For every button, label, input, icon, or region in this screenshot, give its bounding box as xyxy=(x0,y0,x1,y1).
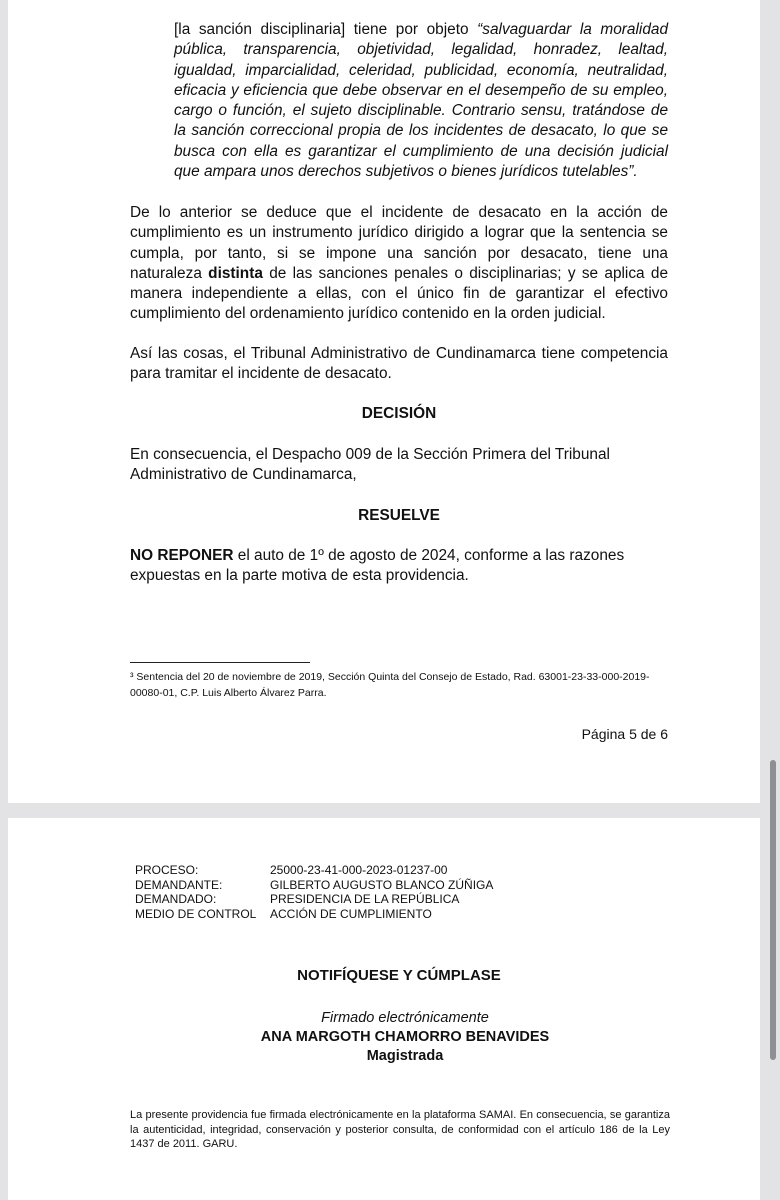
paragraph-desacato xyxy=(130,203,668,325)
paragraph-desacato-bold: distinta xyxy=(208,264,263,282)
case-labels xyxy=(135,863,256,921)
page-number: Página 5 de 6 xyxy=(581,726,668,742)
legal-note: La presente providencia fue firmada electrónicamente en la plataforma SAMAI. En consecuencia, se garantiza la autenticidad, integridad, conservación y posterior consulta, de conformidad con el artículo 186 de la Ley 1437 de 2011. GARU. xyxy=(130,1109,670,1150)
label-proceso: PROCESO: xyxy=(135,863,199,877)
no-reponer-bold: NO REPONER xyxy=(130,547,234,564)
paragraph-desacato-part2: de las sanciones penales o disciplinarias; y se aplica de manera independiente a ellas, con el único fin de garantizar el efectivo cumplimiento del ordenamiento jurídico contenido en la orden judicial. xyxy=(130,264,668,323)
scrollbar-thumb[interactable] xyxy=(770,760,776,1060)
signer-name: ANA MARGOTH CHAMORRO BENAVIDES xyxy=(260,1029,550,1045)
value-medio-de-control: ACCIÓN DE CUMPLIMIENTO xyxy=(270,906,432,921)
value-demandante: GILBERTO AUGUSTO BLANCO ZÚÑIGA xyxy=(270,877,494,892)
paragraph-desacato-part1: De lo anterior se deduce que el incidente de desacato en la acción de cumplimiento es un instrumento jurídico dirigido a lograr que la sentencia se cumpla, por tanto, si se impone una sanción por desacato, tiene una naturaleza xyxy=(130,204,668,282)
paragraph-consecuencia: En consecuencia, el Despacho 009 de la Sección Primera del Tribunal Administrativo de Cundinamarca, xyxy=(130,446,610,484)
document-page-6 xyxy=(8,818,760,1200)
no-reponer-rest: el auto de 1º de agosto de 2024, conforme a las razones expuestas en la parte motiva de esta providencia. xyxy=(130,547,625,585)
paragraph-competencia: Así las cosas, el Tribunal Administrativo de Cundinamarca tiene competencia para tramitar el incidente de desacato. xyxy=(130,345,668,383)
label-demandante: DEMANDANTE: xyxy=(135,877,223,892)
quote-text: “salvaguardar la moralidad pública, transparencia, objetividad, legalidad, honradez, lealtad, igualdad, imparcialidad, celeridad, publicidad, economía, neutralidad, eficacia y eficiencia que debe observar en el desempeño de su empleo, cargo o función, el sujeto disciplinable. Contrario sensu, tratándose de la sanción correccional propia de los incidentes de desacato, lo que se busca con ella es garantizar el cumplimiento de una decisión judicial que ampara unos derechos subjetivos o bienes jurídicos tutelables”. xyxy=(174,21,669,181)
footnote: ³ Sentencia del 20 de noviembre de 2019, Sección Quinta del Consejo de Estado, Rad. 63001-23-33-000-2019-00080-01, C.P. Luis Alberto Álvarez Parra. xyxy=(130,671,650,699)
case-values xyxy=(270,863,493,921)
footnote-divider xyxy=(130,662,310,663)
notify-heading: NOTIFÍQUESE Y CÚMPLASE xyxy=(297,967,501,984)
signed-electronically: Firmado electrónicamente xyxy=(321,1010,489,1026)
value-proceso: 25000-23-41-000-2023-01237-00 xyxy=(270,863,448,877)
label-medio-de-control: MEDIO DE CONTROL xyxy=(135,906,257,921)
signer-role: Magistrada xyxy=(366,1048,444,1064)
value-demandado: PRESIDENCIA DE LA REPÚBLICA xyxy=(270,892,460,906)
quote-block xyxy=(174,20,668,182)
label-demandado: DEMANDADO: xyxy=(135,892,217,906)
quote-lead: [la sanción disciplinaria] tiene por objeto xyxy=(174,21,469,38)
document-page-5 xyxy=(8,0,760,803)
heading-decision: DECISIÓN xyxy=(361,405,437,422)
heading-resuelve: RESUELVE xyxy=(358,507,440,524)
paragraph-no-reponer xyxy=(130,546,668,587)
